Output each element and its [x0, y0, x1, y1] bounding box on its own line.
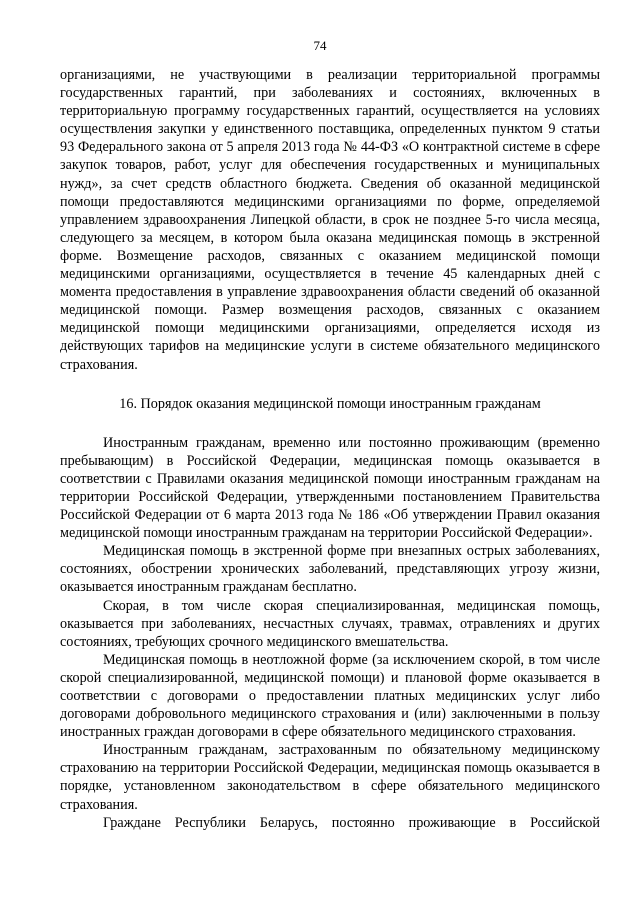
continued-paragraph: организациями, не участвующими в реализации территориальной программы государственных гарантий, при заболеваниях и состояниях, включенных в территориальную программу государственных гарантий, осуществляется на условиях осуществления закупки у единственного поставщика, определенных пунктом 9 статьи 93 Федерального закона от 5 апреля 2013 года № 44-ФЗ «О контрактной системе в сфере закупок товаров, работ, услуг для обеспечения государственных и муниципальных нужд», за счет средств областного бюджета. Сведения об оказанной медицинской помощи предоставляются медицинскими организациями по форме, определяемой управлением здравоохранения Липецкой области, в срок не позднее 5-го числа месяца, следующего за месяцем, в котором была оказана медицинская помощь в экстренной форме. Возмещение расходов, связанных с оказанием медицинской помощи медицинскими организациями, осуществляется в течение 45 календарных дней с момента предоставления в управление здравоохранения области сведений об оказанной медицинской помощи. Размер возмещения расходов, связанных с оказанием медицинской помощи медицинскими организациями, определяется исходя из действующих тарифов на медицинские услуги в системе обязательного медицинского страхования.: [60, 67, 600, 373]
paragraph-belarus-citizens: Граждане Республики Беларусь, постоянно проживающие в Российской: [103, 814, 600, 831]
paragraph-foreign-citizens-rules: Иностранным гражданам, временно или постоянно проживающим (временно пребывающим) в Российской Федерации, медицинская помощь оказывается в соответствии с Правилами оказания медицинской помощи иностранным гражданам на территории Российской Федерации, утвержденными постановлением Правительства Российской Федерации от 6 марта 2013 года № 186 «Об утверждении Правил оказания медицинской помощи иностранным гражданам на территории Российской Федерации».: [60, 434, 600, 542]
paragraph-insured-foreigners: Иностранным гражданам, застрахованным по обязательному медицинскому страхованию на территории Российской Федерации, медицинская помощь оказывается в порядке, установленном законодательством в сфере обязательного медицинского страхования.: [60, 742, 600, 813]
page-number: 74: [313, 38, 327, 53]
page-content: [60, 66, 600, 832]
section-heading: 16. Порядок оказания медицинской помощи иностранным гражданам: [119, 395, 541, 412]
paragraph-urgent-planned-care: Медицинская помощь в неотложной форме (за исключением скорой, в том числе скорой специализированной, медицинской помощи) и плановой форме оказывается в соответствии с договорами о предоставлении платных медицинских услуг либо договорами добровольного медицинского страхования и (или) заключенными в пользу иностранных граждан договорами в сфере обязательного медицинского страхования.: [60, 651, 600, 741]
paragraph-emergency-care: Медицинская помощь в экстренной форме при внезапных острых заболеваниях, состояниях, обострении хронических заболеваний, представляющих угрозу жизни, оказывается иностранным гражданам бесплатно.: [60, 543, 600, 596]
paragraph-ambulance-care: Скорая, в том числе скорая специализированная, медицинская помощь, оказывается при заболеваниях, несчастных случаях, травмах, отравлениях и других состояниях, требующих срочного медицинского вмешательства.: [60, 597, 600, 650]
